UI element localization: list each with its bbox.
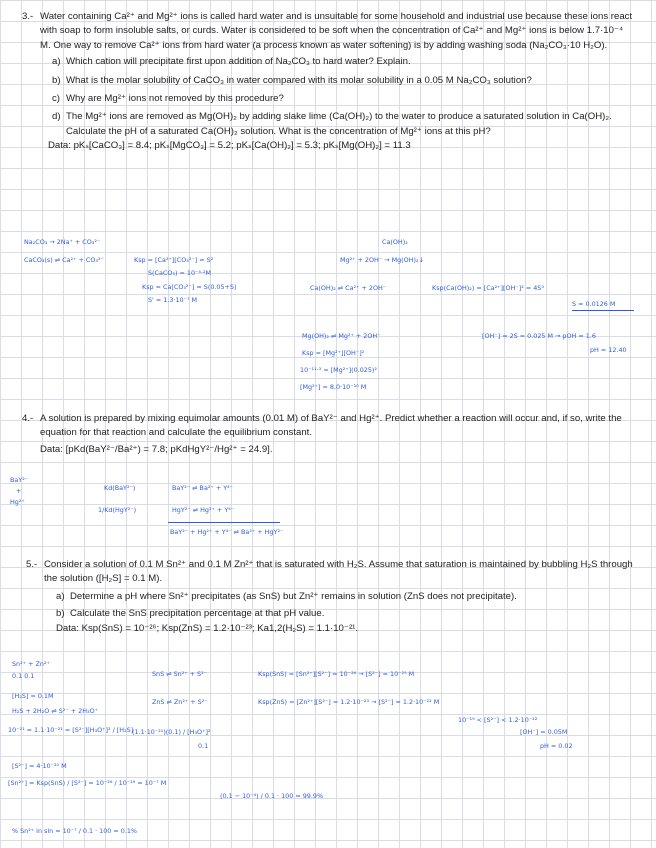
- question-3: [22, 10, 634, 154]
- handwritten-line: Ksp = [Mg²⁺][OH⁻]²: [302, 349, 365, 357]
- handwritten-line: Mg(OH)₂ ⇌ Mg²⁺ + 2OH⁻: [302, 332, 381, 340]
- data-line: Data: Ksp(SnS) = 10⁻²⁶; Ksp(ZnS) = 1.2·10⁻²³; Ka1,2(H₂S) = 1.1·10⁻²¹.: [56, 622, 358, 634]
- question-part: [52, 55, 634, 69]
- question-number: 3.-: [22, 11, 34, 22]
- underline-mark: [572, 310, 634, 311]
- handwritten-line: H₂S + 2H₂O ⇌ S²⁻ + 2H₃O⁺: [12, 707, 98, 715]
- part-text: Calculate the SnS precipitation percentage at that pH value.: [70, 608, 325, 620]
- question-part: [56, 607, 640, 621]
- handwritten-line: (1.1·10⁻²¹)(0.1) / [H₃O⁺]²: [132, 728, 211, 736]
- question-intro: Consider a solution of 0.1 M Sn²⁺ and 0.1 M Zn²⁺ that is saturated with H₂S. Assume that saturation is maintained by bubbling H₂S through the solution ([H₂S] = 0.1 M).: [44, 559, 633, 585]
- part-text: What is the molar solubility of CaCO₃ in water compared with its molar solubility in a 0.05 M Na₂CO₃ solution?: [66, 74, 532, 86]
- data-line: Data: pKₛ[CaCO₃] = 8.4; pKₛ[MgCO₃] = 5.2; pKₛ[Ca(OH)₂] = 5.3; pKₛ[Mg(OH)₂] = 11.3: [48, 140, 411, 152]
- question-part: [56, 590, 640, 604]
- handwritten-line: HgY²⁻ ⇌ Hg²⁺ + Y⁴⁻: [172, 506, 235, 514]
- handwritten-line: [OH⁻] = 2S = 0.025 M → pOH = 1.6: [482, 332, 596, 340]
- handwritten-line: S = 0.0126 M: [572, 300, 616, 308]
- question-number: 4.-: [22, 413, 34, 424]
- handwritten-line: [OH⁻] = 0.05M: [520, 728, 568, 736]
- handwritten-line: +: [16, 487, 22, 495]
- question-number: 5.-: [26, 559, 38, 570]
- question-part: [52, 110, 634, 139]
- handwritten-line: 0.1 0.1: [12, 672, 35, 680]
- handwritten-line: Ksp(Ca(OH)₂) = [Ca²⁺][OH⁻]² = 4S³: [432, 284, 544, 292]
- question-part: [52, 92, 634, 106]
- handwritten-line: [H₂S] = 0.1M: [12, 692, 54, 700]
- handwritten-line: 10⁻¹¹·³ = [Mg²⁺](0.025)²: [300, 366, 377, 374]
- handwritten-line: BaY²⁻: [10, 476, 29, 484]
- handwritten-line: Mg²⁺ + 2OH⁻ → Mg(OH)₂↓: [340, 256, 424, 264]
- handwritten-line: Sn²⁺ + Zn²⁺: [12, 660, 50, 668]
- handwritten-line: 10⁻²¹ = 1.1·10⁻²¹ = [S²⁻][H₃O⁺]² / [H₂S]: [8, 726, 134, 734]
- question-intro: A solution is prepared by mixing equimolar amounts (0.01 M) of BaY²⁻ and Hg²⁺. Predict whether a reaction will occur and, if so, write the equation for that reaction and calculate the equilibrium constant.: [40, 413, 622, 439]
- part-text: The Mg²⁺ ions are removed as Mg(OH)₂ by adding slake lime (Ca(OH)₂) to the water to produce a saturated solution in Ca(OH)₂. Calculate the pH of a saturated Ca(OH)₂ solution. What is the concentration of Mg²⁺ ions at this pH?: [66, 111, 612, 137]
- handwritten-line: [Sn²⁺] = Ksp(SnS) / [S²⁻] = 10⁻²⁶ / 10⁻¹⁹ = 10⁻⁷ M: [8, 779, 167, 787]
- part-text: Why are Mg²⁺ ions not removed by this procedure?: [66, 93, 284, 105]
- sum-line: [168, 522, 280, 523]
- question-intro: Water containing Ca²⁺ and Mg²⁺ ions is called hard water and is unsuitable for some household and industrial use because these ions react with soap to form insoluble salts, or curds. Water is considered to be soft when the concentration of Ca²⁺ and Mg²⁺ ions is below 1.7·10⁻⁴ M. One way to remove Ca²⁺ ions from hard water (a process known as water softening) is by adding washing soda (Na₂CO₃·10 H₂O).: [40, 11, 633, 51]
- data-line: Data: [pKd(BaY²⁻/Ba²⁺) = 7.8; pKdHgY²⁻/Hg²⁺ = 24.9].: [40, 443, 273, 455]
- handwritten-line: S' = 1.3·10⁻⁷ M: [148, 296, 198, 304]
- handwritten-line: Ksp = Ca[CO₃²⁻] = S(0.05+S): [142, 283, 237, 291]
- handwritten-line: % Sn²⁺ in sln = 10⁻⁷ / 0.1 · 100 = 0.1%: [12, 827, 137, 835]
- handwritten-line: ZnS ⇌ Zn²⁺ + S²⁻: [152, 698, 208, 706]
- part-label: a): [52, 56, 61, 68]
- handwritten-line: BaY²⁻ ⇌ Ba²⁺ + Y⁴⁻: [172, 484, 234, 492]
- handwritten-line: Ca(OH)₂ ⇌ Ca²⁺ + 2OH⁻: [310, 284, 387, 292]
- handwritten-line: 1/Kd(HgY²⁻): [98, 506, 137, 514]
- handwritten-line: Ksp(ZnS) = [Zn²⁺][S²⁻] = 1.2·10⁻²³ → [S²⁻] = 1.2·10⁻²² M: [258, 698, 440, 706]
- part-label: b): [52, 74, 61, 86]
- handwritten-line: S(CaCO₃) = 10⁻⁴·²M: [148, 269, 212, 277]
- question-5: [26, 558, 640, 636]
- handwritten-line: pH = 12.40: [590, 346, 627, 354]
- handwritten-line: [S²⁻] = 4·10⁻²⁰ M: [12, 762, 67, 770]
- handwritten-line: Kd(BaY²⁻): [104, 484, 136, 492]
- part-text: Determine a pH where Sn²⁺ precipitates (as SnS) but Zn²⁺ remains in solution (ZnS does not precipitate).: [70, 590, 517, 602]
- handwritten-line: [Mg²⁺] = 8.0·10⁻¹⁰ M: [300, 383, 367, 391]
- handwritten-line: pH = 0.02: [540, 742, 573, 750]
- handwritten-line: CaCO₃(s) ⇌ Ca²⁺ + CO₃²⁻: [24, 256, 104, 264]
- handwritten-line: Ca(OH)₂: [382, 238, 408, 246]
- handwritten-line: Hg²⁺: [10, 498, 25, 506]
- handwritten-line: 0.1: [198, 742, 209, 750]
- handwritten-line: 10⁻¹⁹ < [S²⁻] < 1.2·10⁻²²: [458, 716, 538, 724]
- part-label: d): [52, 111, 61, 123]
- handwritten-line: Na₂CO₃ → 2Na⁺ + CO₃²⁻: [24, 238, 101, 246]
- question-part: [52, 74, 634, 88]
- part-label: c): [52, 93, 60, 105]
- handwritten-line: Ksp = [Ca²⁺][CO₃²⁻] = S²: [134, 256, 214, 264]
- part-label: a): [56, 590, 65, 602]
- handwritten-line: BaY²⁻ + Hg²⁺ + Y⁴⁻ ⇌ Ba²⁺ + HgY²⁻: [170, 528, 284, 536]
- part-text: Which cation will precipitate first upon addition of Na₂CO₃ to hard water? Explain.: [66, 56, 411, 68]
- question-4: [22, 412, 634, 457]
- part-label: b): [56, 608, 65, 620]
- handwritten-line: Ksp(SnS) = [Sn²⁺][S²⁻] = 10⁻²⁶ → [S²⁻] = 10⁻²⁵ M: [258, 670, 415, 678]
- handwritten-line: (0.1 − 10⁻⁴) / 0.1 · 100 = 99.9%: [220, 792, 324, 800]
- handwritten-line: SnS ⇌ Sn²⁺ + S²⁻: [152, 670, 208, 678]
